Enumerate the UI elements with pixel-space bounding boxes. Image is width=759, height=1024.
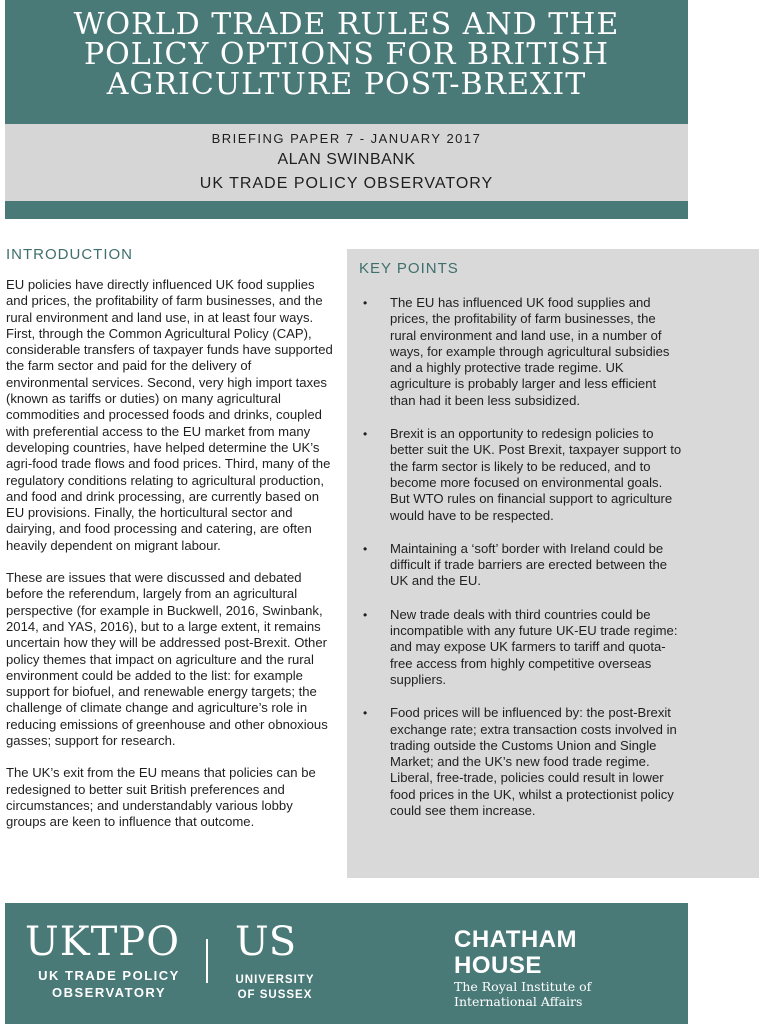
sussex-logo: US <box>235 919 297 965</box>
document-title <box>5 7 688 102</box>
chatham-logo-line: HOUSE <box>454 952 542 979</box>
bullet-icon: • <box>363 427 368 442</box>
key-points-list <box>363 295 683 836</box>
uktpo-logo: UKTPO <box>25 919 180 965</box>
key-points-heading: KEY POINTS <box>359 260 459 277</box>
key-point-text: New trade deals with third countries could be incompatible with any future UK-EU trade regime: and may expose UK farmers to tariff and quota-free access from highly competitive overseas suppliers. <box>390 606 678 687</box>
uktpo-name: UK TRADE POLICY OBSERVATORY <box>38 968 180 1000</box>
bullet-icon: • <box>363 296 368 310</box>
bullet-icon: • <box>363 541 368 556</box>
chatham-house-logo <box>454 927 577 979</box>
key-point-text: Food prices will be influenced by: the post-Brexit exchange rate; extra transaction costs involved in trading outside the Customs Union and Single Market; and the UK’s new food trade regime. Liberal, free-trade, policies could result in lower food prices in the UK, whilst a protectionist policy could see them increase. <box>390 705 677 819</box>
briefing-paper-label: BRIEFING PAPER 7 - JANUARY 2017 <box>211 131 482 146</box>
title-line: WORLD TRADE RULES AND THE <box>73 7 620 42</box>
chatham-tagline-line: The Royal Institute of <box>454 979 592 994</box>
introduction-paragraph: These are issues that were discussed and debated before the referendum, largely from an agricultural perspective (for example in Buckwell, 2016, Swinbank, 2014, and YAS, 2016), but to a large extent, it remains uncertain how they will be addressed post-Brexit. Other policy themes that impact on agriculture and the rural environment could be added to the list: for example support for biofuel, and renewable energy targets; the challenge of climate change and agriculture’s role in reducing emissions of greenhouse and other obnoxious gasses; support for research. <box>6 570 328 749</box>
bullet-icon: • <box>363 706 368 721</box>
key-point-text: Maintaining a ‘soft’ border with Ireland could be difficult if trade barriers are erected between the UK and the EU. <box>390 540 668 589</box>
organisation-name: UK TRADE POLICY OBSERVATORY <box>199 175 494 192</box>
introduction-paragraph: EU policies have directly influenced UK food supplies and prices, the profitability of farm businesses, and the rural environment and land use, in at least four ways. First, through the Common Agricultural Policy (CAP), considerable transfers of taxpayer funds have supported the farm sector and paid for the delivery of environmental services. Second, very high import taxes (known as tariffs or duties) on many agricultural commodities and processed foods and drinks, coupled with preferential access to the EU market from many developing countries, have helped determine the UK’s agri-food trade flows and food prices. Third, many of the regulatory conditions relating to agricultural production, and food and drink processing, are currently based on EU provisions. Finally, the horticultural sector and dairying, and food processing and catering, are often heavily dependent on migrant labour. <box>6 277 333 553</box>
key-point-text: The EU has influenced UK food supplies and prices, the profitability of farm businesses, the rural environment and land use, in a number of ways, for example through agricultural subsidies and a highly protective trade regime. UK agriculture is probably larger and less efficient than had it been less subsidized. <box>390 295 670 408</box>
introduction-paragraph: The UK’s exit from the EU means that policies can be redesigned to better suit British preferences and circumstances; and understandably various lobby groups are keen to influence that outcome. <box>6 765 316 830</box>
sussex-name: UNIVERSITY OF SUSSEX <box>235 974 315 1001</box>
key-point-item <box>363 607 683 688</box>
introduction-section <box>6 246 336 847</box>
footer-band <box>5 903 688 1024</box>
chatham-logo-line: CHATHAM <box>454 926 578 953</box>
key-point-item <box>363 705 683 819</box>
header-divider-strip <box>5 201 688 219</box>
key-points-box <box>347 249 759 878</box>
logo-divider <box>206 939 208 983</box>
key-point-item <box>363 541 683 590</box>
bullet-icon: • <box>363 607 368 622</box>
key-point-item <box>363 426 683 524</box>
key-point-item <box>363 295 683 409</box>
author-name: ALAN SWINBANK <box>277 151 416 168</box>
key-point-text: Brexit is an opportunity to redesign policies to better suit the UK. Post Brexit, taxpayer support to the farm sector is likely to be reduced, and to become more focused on environmental goals. But WTO rules on financial support to agriculture would have to be respected. <box>390 426 682 523</box>
chatham-house-tagline <box>454 979 591 1009</box>
title-line: AGRICULTURE POST-BREXIT <box>106 67 587 102</box>
chatham-tagline-line: International Affairs <box>454 994 583 1009</box>
title-line: POLICY OPTIONS FOR BRITISH <box>83 37 609 72</box>
introduction-heading: INTRODUCTION <box>6 246 133 263</box>
